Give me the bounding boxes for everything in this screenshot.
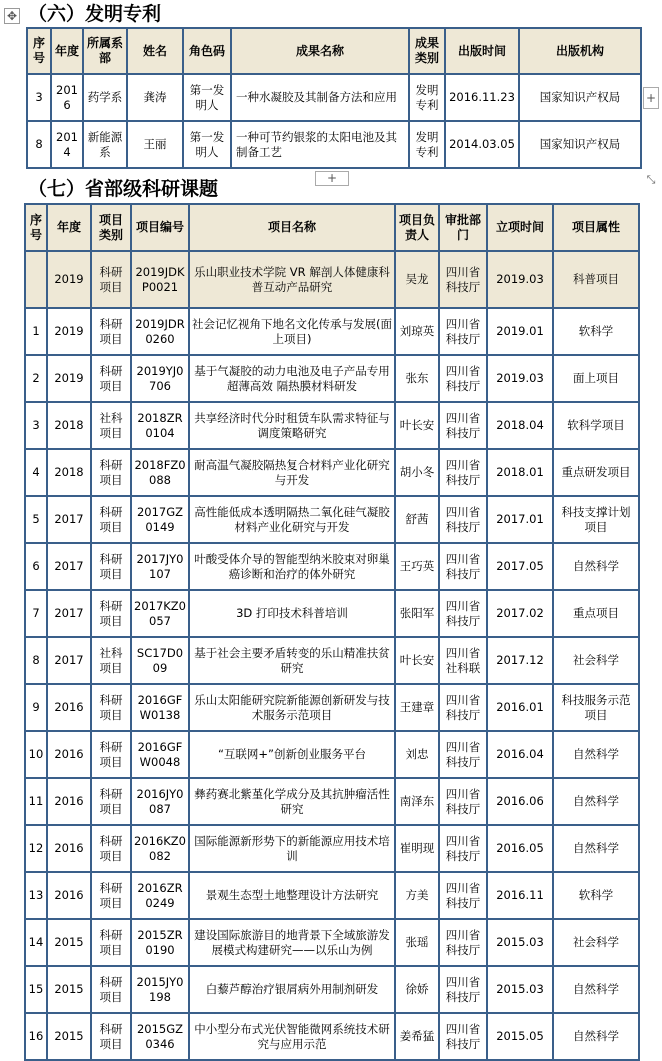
table-cell: 2016 (51, 74, 83, 121)
table-cell: 16 (25, 1013, 47, 1060)
plus-icon: + (326, 171, 338, 185)
table-cell: 建设国际旅游目的地背景下全域旅游发展模式构建研究——以乐山为例 (189, 919, 395, 966)
table-cell: 发明专利 (409, 121, 445, 168)
table-cell: 基于气凝胶的动力电池及电子产品专用超薄高效 隔热膜材料研发 (189, 355, 395, 402)
table-row (25, 872, 639, 919)
table-cell: 2016.06 (487, 778, 553, 825)
table-cell: 四川省科技厅 (439, 402, 487, 449)
table-header-row (25, 204, 639, 251)
table-cell: 2018 (47, 402, 91, 449)
table-row (25, 825, 639, 872)
table-row (25, 355, 639, 402)
table-cell: 2017 (47, 496, 91, 543)
table-row (25, 496, 639, 543)
table-cell: 舒茜 (395, 496, 439, 543)
table-cell: 科研项目 (91, 308, 131, 355)
table-cell: 科技服务示范项目 (553, 684, 639, 731)
column-header: 角色码 (183, 28, 231, 74)
table-row (25, 590, 639, 637)
table-cell: 2019JDR0260 (131, 308, 189, 355)
table-cell: 2018.04 (487, 402, 553, 449)
table-cell: 2016JY0087 (131, 778, 189, 825)
column-header: 姓名 (127, 28, 183, 74)
table-cell: 方美 (395, 872, 439, 919)
table-cell: 8 (25, 637, 47, 684)
table-cell: 2018ZR0104 (131, 402, 189, 449)
table-cell: 2016.01 (487, 684, 553, 731)
table-cell: 四川省科技厅 (439, 919, 487, 966)
table-cell: 2017.02 (487, 590, 553, 637)
column-header: 项目类别 (91, 204, 131, 251)
table-cell: 中小型分布式光伏智能微网系统技术研究与应用示范 (189, 1013, 395, 1060)
table-cell: 四川省科技厅 (439, 355, 487, 402)
table-cell: 2016KZ0082 (131, 825, 189, 872)
table-cell: 乐山职业技术学院 VR 解剖人体健康科普互动产品研究 (189, 251, 395, 308)
table-cell: 第一发明人 (183, 74, 231, 121)
table-cell: 2016GFW0138 (131, 684, 189, 731)
add-column-button[interactable] (643, 87, 659, 109)
table-cell: “互联网+”创新创业服务平台 (189, 731, 395, 778)
column-header: 序号 (27, 28, 51, 74)
column-header: 序号 (25, 204, 47, 251)
table-cell: 耐高温气凝胶隔热复合材料产业化研究与开发 (189, 449, 395, 496)
table-cell: 2016.11 (487, 872, 553, 919)
table-row (25, 543, 639, 590)
table-cell: 彝药赛北紫堇化学成分及其抗肿瘤活性研究 (189, 778, 395, 825)
table-move-handle[interactable] (4, 8, 20, 24)
table-cell: 科普项目 (553, 251, 639, 308)
table-cell: 6 (25, 543, 47, 590)
table-cell: 姜希猛 (395, 1013, 439, 1060)
table-cell: 叶长安 (395, 402, 439, 449)
column-header: 出版时间 (445, 28, 519, 74)
table-cell: 社会科学 (553, 919, 639, 966)
table-cell: 自然科学 (553, 543, 639, 590)
table-cell: 2016.04 (487, 731, 553, 778)
table-cell: 四川省科技厅 (439, 496, 487, 543)
column-header: 年度 (51, 28, 83, 74)
table-cell: 8 (27, 121, 51, 168)
table-cell: 3 (25, 402, 47, 449)
table-cell: 2017.12 (487, 637, 553, 684)
table-cell: 2017 (47, 590, 91, 637)
table-cell: 2019YJ0706 (131, 355, 189, 402)
table-cell: 2015 (47, 966, 91, 1013)
table-cell: 张东 (395, 355, 439, 402)
table-cell: 四川省科技厅 (439, 966, 487, 1013)
table-cell: 四川省科技厅 (439, 684, 487, 731)
table-cell: 白藜芦醇治疗银屑病外用制剂研发 (189, 966, 395, 1013)
table-cell: 高性能低成本透明隔热二氧化硅气凝胶材料产业化研究与开发 (189, 496, 395, 543)
column-header: 成果类别 (409, 28, 445, 74)
column-header: 项目编号 (131, 204, 189, 251)
table-cell: 四川省科技厅 (439, 590, 487, 637)
table-row (25, 778, 639, 825)
table-cell: 2018FZ0088 (131, 449, 189, 496)
table-cell: 2014 (51, 121, 83, 168)
section-7-title: （七）省部级科研课题 (28, 178, 219, 200)
table-row (25, 308, 639, 355)
table-cell: 社会科学 (553, 637, 639, 684)
table-row (27, 121, 641, 168)
table-cell: 社科项目 (91, 637, 131, 684)
table-header-row (27, 28, 641, 74)
table-cell: 2016 (47, 825, 91, 872)
table-cell: 2016ZR0249 (131, 872, 189, 919)
table-cell: 2016.11.23 (445, 74, 519, 121)
table-cell: 2016.05 (487, 825, 553, 872)
table-cell: 面上项目 (553, 355, 639, 402)
table-cell: 科研项目 (91, 590, 131, 637)
table-cell: 国际能源新形势下的新能源应用技术培训 (189, 825, 395, 872)
table-cell: 四川省科技厅 (439, 543, 487, 590)
table-cell: 四川省科技厅 (439, 731, 487, 778)
resize-corner-icon[interactable]: ⤡ (646, 173, 656, 186)
table-cell: 2019.01 (487, 308, 553, 355)
table-cell: 科研项目 (91, 778, 131, 825)
table-cell: 2019.03 (487, 251, 553, 308)
table-cell: 吴龙 (395, 251, 439, 308)
table-cell: 王丽 (127, 121, 183, 168)
table-cell: 自然科学 (553, 731, 639, 778)
table-cell: 自然科学 (553, 966, 639, 1013)
table-row (25, 731, 639, 778)
research-project-table (24, 203, 640, 1061)
plus-icon: + (645, 91, 657, 105)
table-cell: 2019 (47, 308, 91, 355)
table-row (25, 251, 639, 308)
table-cell: 软科学项目 (553, 402, 639, 449)
patent-table (26, 27, 642, 169)
table-cell: 2016 (47, 872, 91, 919)
table-cell: 叶酸受体介导的智能型纳米胶束对卵巢癌诊断和治疗的体外研究 (189, 543, 395, 590)
table-cell: 10 (25, 731, 47, 778)
column-header: 项目负责人 (395, 204, 439, 251)
table-cell: 2018.01 (487, 449, 553, 496)
table-cell: SC17D009 (131, 637, 189, 684)
table-cell: 科研项目 (91, 543, 131, 590)
add-row-button[interactable] (315, 171, 349, 186)
table-cell: 软科学 (553, 308, 639, 355)
table-row (25, 966, 639, 1013)
table-cell: 自然科学 (553, 825, 639, 872)
table-cell: 重点研发项目 (553, 449, 639, 496)
table-cell: 四川省科技厅 (439, 308, 487, 355)
column-header: 项目属性 (553, 204, 639, 251)
table-cell: 四川省科技厅 (439, 1013, 487, 1060)
table-cell: 13 (25, 872, 47, 919)
table-cell: 自然科学 (553, 1013, 639, 1060)
table-cell: 乐山太阳能研究院新能源创新研发与技术服务示范项目 (189, 684, 395, 731)
table-cell: 2017GZ0149 (131, 496, 189, 543)
table-cell: 2015GZ0346 (131, 1013, 189, 1060)
column-header: 审批部门 (439, 204, 487, 251)
table-cell: 新能源系 (83, 121, 127, 168)
section-6-title: （六）发明专利 (28, 3, 162, 25)
table-cell: 4 (25, 449, 47, 496)
table-row (27, 74, 641, 121)
table-cell: 2016 (47, 731, 91, 778)
table-cell: 一种水凝胶及其制备方法和应用 (231, 74, 409, 121)
table-cell: 2016 (47, 778, 91, 825)
table-cell: 2017.01 (487, 496, 553, 543)
table-cell: 四川省社科联 (439, 637, 487, 684)
table-row (25, 449, 639, 496)
table-cell: 一种可节约银浆的太阳电池及其制备工艺 (231, 121, 409, 168)
table-cell: 11 (25, 778, 47, 825)
table-cell: 14 (25, 919, 47, 966)
table-cell: 崔明现 (395, 825, 439, 872)
table-cell: 发明专利 (409, 74, 445, 121)
table-cell: 2017 (47, 543, 91, 590)
table-row (25, 684, 639, 731)
table-cell: 第一发明人 (183, 121, 231, 168)
table-cell: 基于社会主要矛盾转变的乐山精准扶贫研究 (189, 637, 395, 684)
table-cell: 四川省科技厅 (439, 251, 487, 308)
table-cell: 四川省科技厅 (439, 825, 487, 872)
table-cell: 科研项目 (91, 966, 131, 1013)
table-cell: 2017JY0107 (131, 543, 189, 590)
table-cell: 国家知识产权局 (519, 74, 641, 121)
table-cell: 王建章 (395, 684, 439, 731)
table-cell: 9 (25, 684, 47, 731)
table-cell: 2015 (47, 1013, 91, 1060)
column-header: 年度 (47, 204, 91, 251)
table-cell: 科研项目 (91, 684, 131, 731)
table-cell: 四川省科技厅 (439, 449, 487, 496)
table-cell: 张瑶 (395, 919, 439, 966)
table-cell: 2016 (47, 684, 91, 731)
table-cell: 2017 (47, 637, 91, 684)
table-cell: 2017.05 (487, 543, 553, 590)
table-cell: 张阳军 (395, 590, 439, 637)
table-cell: 软科学 (553, 872, 639, 919)
table-cell: 3 (27, 74, 51, 121)
table-cell: 12 (25, 825, 47, 872)
table-cell: 2014.03.05 (445, 121, 519, 168)
table-cell: 徐娇 (395, 966, 439, 1013)
table-cell: 刘忠 (395, 731, 439, 778)
table-cell: 2015.05 (487, 1013, 553, 1060)
table-cell: 景观生态型土地整理设计方法研究 (189, 872, 395, 919)
table-cell: 叶长安 (395, 637, 439, 684)
table-cell: 1 (25, 308, 47, 355)
table-cell: 龚涛 (127, 74, 183, 121)
table-cell: 科研项目 (91, 496, 131, 543)
table-cell: 共享经济时代分时租赁车队需求特征与调度策略研究 (189, 402, 395, 449)
column-header: 立项时间 (487, 204, 553, 251)
table-cell: 7 (25, 590, 47, 637)
table-cell: 科技支撑计划项目 (553, 496, 639, 543)
table-cell: 科研项目 (91, 449, 131, 496)
table-cell: 15 (25, 966, 47, 1013)
table-cell: 2019 (47, 251, 91, 308)
table-cell: 2015.03 (487, 966, 553, 1013)
table-cell: 药学系 (83, 74, 127, 121)
table-cell: 2019JDKP0021 (131, 251, 189, 308)
table-cell: 2015 (47, 919, 91, 966)
table-cell: 国家知识产权局 (519, 121, 641, 168)
table-cell: 2019.03 (487, 355, 553, 402)
table-cell: 科研项目 (91, 1013, 131, 1060)
table-cell (25, 251, 47, 308)
table-cell: 2018 (47, 449, 91, 496)
table-cell: 四川省科技厅 (439, 872, 487, 919)
table-cell: 社科项目 (91, 402, 131, 449)
table-cell: 重点项目 (553, 590, 639, 637)
table-cell: 科研项目 (91, 919, 131, 966)
move-icon: ✥ (6, 9, 18, 23)
column-header: 成果名称 (231, 28, 409, 74)
table-cell: 2015ZR0190 (131, 919, 189, 966)
table-cell: 2019 (47, 355, 91, 402)
table-cell: 3D 打印技术科普培训 (189, 590, 395, 637)
table-cell: 2015JY0198 (131, 966, 189, 1013)
column-header: 出版机构 (519, 28, 641, 74)
table-cell: 社会记忆视角下地名文化传承与发展(面上项目) (189, 308, 395, 355)
table-cell: 刘琼英 (395, 308, 439, 355)
column-header: 所属系部 (83, 28, 127, 74)
table-cell: 2016GFW0048 (131, 731, 189, 778)
table-cell: 胡小冬 (395, 449, 439, 496)
table-cell: 科研项目 (91, 251, 131, 308)
table-row (25, 1013, 639, 1060)
table-cell: 科研项目 (91, 872, 131, 919)
table-cell: 5 (25, 496, 47, 543)
table-cell: 科研项目 (91, 825, 131, 872)
table-cell: 2015.03 (487, 919, 553, 966)
table-cell: 2017KZ0057 (131, 590, 189, 637)
table-cell: 自然科学 (553, 778, 639, 825)
table-row (25, 402, 639, 449)
table-cell: 科研项目 (91, 355, 131, 402)
table-row (25, 919, 639, 966)
table-cell: 南泽东 (395, 778, 439, 825)
table-cell: 四川省科技厅 (439, 778, 487, 825)
table-row (25, 637, 639, 684)
table-cell: 2 (25, 355, 47, 402)
table-cell: 科研项目 (91, 731, 131, 778)
table-cell: 王巧英 (395, 543, 439, 590)
column-header: 项目名称 (189, 204, 395, 251)
